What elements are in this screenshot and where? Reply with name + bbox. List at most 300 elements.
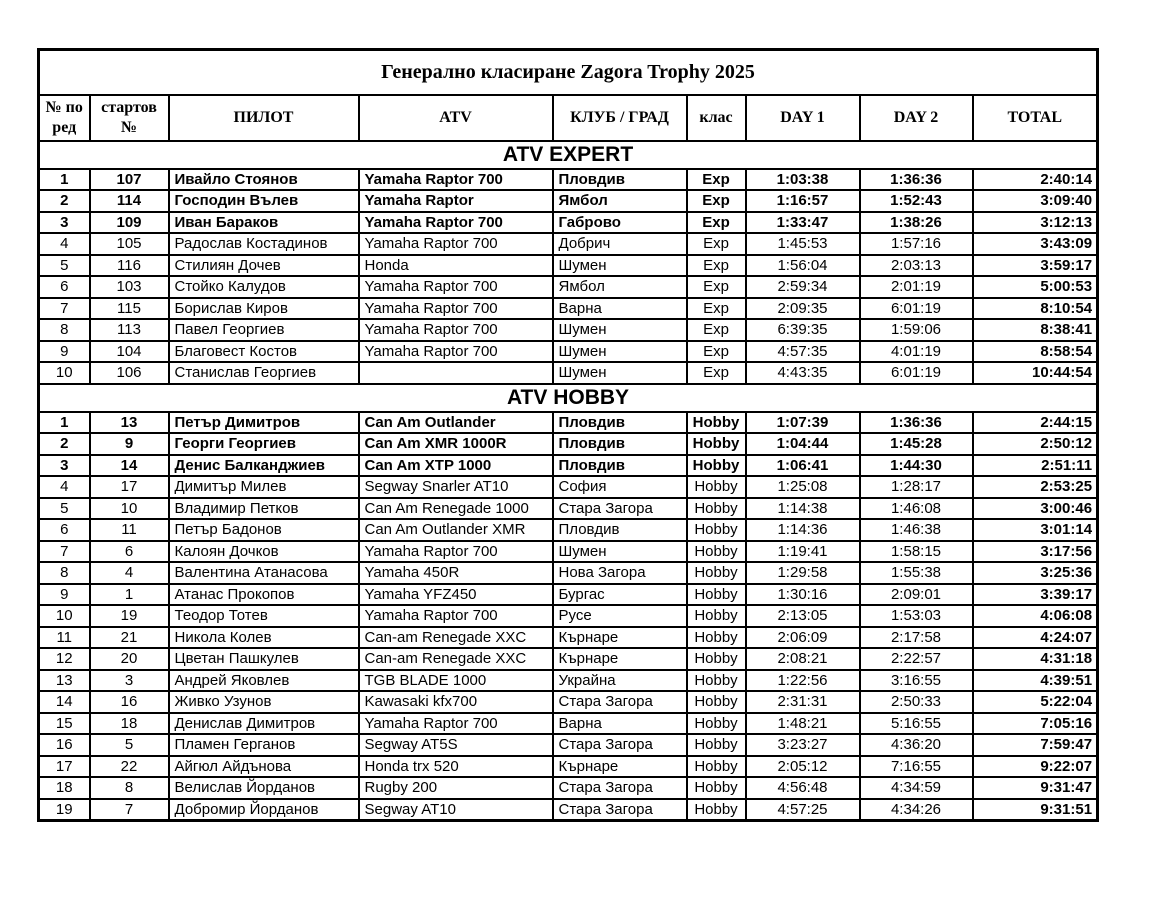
cell-day2-time: 7:16:55: [860, 756, 973, 778]
table-row: [39, 362, 1098, 384]
cell-class: Hobby: [687, 433, 746, 455]
cell-class: Exp: [687, 169, 746, 191]
cell-atv: Yamaha Raptor 700: [359, 298, 553, 320]
cell-day1-time: 1:03:38: [746, 169, 860, 191]
cell-start-number: 106: [90, 362, 169, 384]
cell-club-city: Добрич: [553, 233, 687, 255]
cell-total-time: 5:22:04: [973, 691, 1098, 713]
cell-day2-time: 5:16:55: [860, 713, 973, 735]
cell-day1-time: 2:31:31: [746, 691, 860, 713]
cell-class: Exp: [687, 298, 746, 320]
table-row: [39, 670, 1098, 692]
cell-atv: Yamaha Raptor 700: [359, 605, 553, 627]
cell-class: Hobby: [687, 519, 746, 541]
cell-club-city: Пловдив: [553, 519, 687, 541]
table-row: [39, 169, 1098, 191]
table-row: [39, 233, 1098, 255]
cell-class: Hobby: [687, 541, 746, 563]
table-row: [39, 605, 1098, 627]
cell-class: Hobby: [687, 562, 746, 584]
table-row: [39, 276, 1098, 298]
cell-day1-time: 2:06:09: [746, 627, 860, 649]
table-row: [39, 734, 1098, 756]
cell-total-time: 5:00:53: [973, 276, 1098, 298]
cell-start-number: 7: [90, 799, 169, 821]
cell-day2-time: 1:45:28: [860, 433, 973, 455]
cell-pilot: Велислав Йорданов: [169, 777, 359, 799]
cell-day1-time: 1:06:41: [746, 455, 860, 477]
cell-total-time: 3:12:13: [973, 212, 1098, 234]
cell-class: Hobby: [687, 777, 746, 799]
cell-club-city: Стара Загора: [553, 498, 687, 520]
cell-start-number: 109: [90, 212, 169, 234]
cell-total-time: 3:59:17: [973, 255, 1098, 277]
cell-position: 15: [39, 713, 90, 735]
cell-position: 1: [39, 169, 90, 191]
cell-day1-time: 1:22:56: [746, 670, 860, 692]
section-header-row: [39, 141, 1098, 169]
cell-day1-time: 1:07:39: [746, 412, 860, 434]
cell-day1-time: 1:33:47: [746, 212, 860, 234]
cell-day1-time: 2:09:35: [746, 298, 860, 320]
cell-day1-time: 1:25:08: [746, 476, 860, 498]
cell-position: 8: [39, 562, 90, 584]
cell-day2-time: 2:50:33: [860, 691, 973, 713]
cell-class: Exp: [687, 362, 746, 384]
cell-position: 3: [39, 455, 90, 477]
cell-pilot: Петър Димитров: [169, 412, 359, 434]
column-header: ATV: [359, 95, 553, 141]
cell-pilot: Айгюл Айдънова: [169, 756, 359, 778]
cell-atv: Yamaha 450R: [359, 562, 553, 584]
cell-class: Hobby: [687, 691, 746, 713]
cell-day2-time: 1:59:06: [860, 319, 973, 341]
cell-class: Exp: [687, 255, 746, 277]
column-header-row: [39, 95, 1098, 141]
table-row: [39, 212, 1098, 234]
cell-day1-time: 1:19:41: [746, 541, 860, 563]
cell-pilot: Добромир Йорданов: [169, 799, 359, 821]
cell-pilot: Владимир Петков: [169, 498, 359, 520]
cell-atv: Yamaha Raptor 700: [359, 169, 553, 191]
cell-day2-time: 4:36:20: [860, 734, 973, 756]
cell-atv: Yamaha Raptor 700: [359, 276, 553, 298]
column-header: клас: [687, 95, 746, 141]
cell-atv: TGB BLADE 1000: [359, 670, 553, 692]
cell-position: 4: [39, 233, 90, 255]
cell-atv: Segway AT5S: [359, 734, 553, 756]
cell-club-city: Ямбол: [553, 276, 687, 298]
cell-day1-time: 2:13:05: [746, 605, 860, 627]
cell-start-number: 103: [90, 276, 169, 298]
cell-pilot: Живко Узунов: [169, 691, 359, 713]
cell-club-city: Шумен: [553, 255, 687, 277]
cell-position: 12: [39, 648, 90, 670]
cell-pilot: Денислав Димитров: [169, 713, 359, 735]
cell-day2-time: 3:16:55: [860, 670, 973, 692]
cell-position: 10: [39, 605, 90, 627]
cell-class: Hobby: [687, 412, 746, 434]
table-row: [39, 627, 1098, 649]
cell-start-number: 4: [90, 562, 169, 584]
cell-class: Exp: [687, 341, 746, 363]
cell-total-time: 2:50:12: [973, 433, 1098, 455]
cell-day1-time: 3:23:27: [746, 734, 860, 756]
cell-club-city: Габрово: [553, 212, 687, 234]
cell-start-number: 6: [90, 541, 169, 563]
cell-day1-time: 1:45:53: [746, 233, 860, 255]
cell-atv: Kawasaki kfx700: [359, 691, 553, 713]
cell-atv: Yamaha YFZ450: [359, 584, 553, 606]
cell-position: 2: [39, 433, 90, 455]
cell-day2-time: 6:01:19: [860, 362, 973, 384]
cell-club-city: София: [553, 476, 687, 498]
cell-atv: Can Am Outlander XMR: [359, 519, 553, 541]
cell-day2-time: 6:01:19: [860, 298, 973, 320]
cell-day2-time: 1:28:17: [860, 476, 973, 498]
table-row: [39, 190, 1098, 212]
cell-pilot: Борислав Киров: [169, 298, 359, 320]
cell-class: Hobby: [687, 498, 746, 520]
cell-position: 5: [39, 255, 90, 277]
page-title: Генерално класиране Zagora Trophy 2025: [39, 50, 1098, 95]
cell-atv: Yamaha Raptor: [359, 190, 553, 212]
table-row: [39, 476, 1098, 498]
cell-class: Hobby: [687, 670, 746, 692]
cell-total-time: 2:51:11: [973, 455, 1098, 477]
cell-start-number: 105: [90, 233, 169, 255]
cell-day1-time: 2:08:21: [746, 648, 860, 670]
cell-day2-time: 2:03:13: [860, 255, 973, 277]
cell-day2-time: 4:34:59: [860, 777, 973, 799]
cell-atv: Segway AT10: [359, 799, 553, 821]
cell-atv: Yamaha Raptor 700: [359, 233, 553, 255]
cell-position: 3: [39, 212, 90, 234]
title-row: [39, 50, 1098, 95]
table-row: [39, 341, 1098, 363]
cell-position: 7: [39, 541, 90, 563]
cell-class: Hobby: [687, 605, 746, 627]
table-row: [39, 648, 1098, 670]
cell-day2-time: 1:38:26: [860, 212, 973, 234]
cell-club-city: Шумен: [553, 362, 687, 384]
cell-day2-time: 2:09:01: [860, 584, 973, 606]
cell-position: 2: [39, 190, 90, 212]
cell-day1-time: 4:43:35: [746, 362, 860, 384]
cell-class: Hobby: [687, 627, 746, 649]
cell-total-time: 3:01:14: [973, 519, 1098, 541]
cell-pilot: Никола Колев: [169, 627, 359, 649]
cell-position: 10: [39, 362, 90, 384]
cell-day2-time: 1:46:08: [860, 498, 973, 520]
cell-pilot: Ивайло Стоянов: [169, 169, 359, 191]
cell-start-number: 13: [90, 412, 169, 434]
cell-day1-time: 1:48:21: [746, 713, 860, 735]
cell-total-time: 8:10:54: [973, 298, 1098, 320]
column-header: № по ред: [39, 95, 90, 141]
cell-day2-time: 2:22:57: [860, 648, 973, 670]
section-header: ATV HOBBY: [39, 384, 1098, 412]
cell-day1-time: 2:59:34: [746, 276, 860, 298]
table-row: [39, 319, 1098, 341]
cell-position: 8: [39, 319, 90, 341]
cell-atv: Can Am XMR 1000R: [359, 433, 553, 455]
cell-club-city: Бургас: [553, 584, 687, 606]
cell-atv: Can-am Renegade XXC: [359, 648, 553, 670]
cell-day1-time: 1:14:36: [746, 519, 860, 541]
cell-total-time: 3:17:56: [973, 541, 1098, 563]
cell-club-city: Шумен: [553, 341, 687, 363]
cell-atv: Segway Snarler AT10: [359, 476, 553, 498]
cell-total-time: 3:00:46: [973, 498, 1098, 520]
cell-start-number: 113: [90, 319, 169, 341]
cell-class: Hobby: [687, 756, 746, 778]
cell-club-city: Пловдив: [553, 433, 687, 455]
cell-position: 19: [39, 799, 90, 821]
cell-start-number: 8: [90, 777, 169, 799]
cell-atv: Yamaha Raptor 700: [359, 319, 553, 341]
cell-day1-time: 2:05:12: [746, 756, 860, 778]
cell-position: 17: [39, 756, 90, 778]
table-row: [39, 255, 1098, 277]
cell-start-number: 116: [90, 255, 169, 277]
cell-club-city: Украйна: [553, 670, 687, 692]
results-document: [37, 48, 1099, 822]
cell-position: 13: [39, 670, 90, 692]
cell-position: 4: [39, 476, 90, 498]
table-row: [39, 691, 1098, 713]
cell-start-number: 104: [90, 341, 169, 363]
cell-day2-time: 4:01:19: [860, 341, 973, 363]
section-header-row: [39, 384, 1098, 412]
table-row: [39, 541, 1098, 563]
cell-pilot: Димитър Милев: [169, 476, 359, 498]
cell-start-number: 107: [90, 169, 169, 191]
cell-day2-time: 4:34:26: [860, 799, 973, 821]
cell-class: Hobby: [687, 799, 746, 821]
table-row: [39, 777, 1098, 799]
cell-day1-time: 4:57:25: [746, 799, 860, 821]
cell-pilot: Денис Балканджиев: [169, 455, 359, 477]
cell-pilot: Теодор Тотев: [169, 605, 359, 627]
cell-club-city: Стара Загора: [553, 777, 687, 799]
cell-total-time: 8:38:41: [973, 319, 1098, 341]
cell-class: Hobby: [687, 455, 746, 477]
cell-club-city: Кърнаре: [553, 627, 687, 649]
cell-club-city: Нова Загора: [553, 562, 687, 584]
cell-club-city: Русе: [553, 605, 687, 627]
column-header: стартов №: [90, 95, 169, 141]
cell-day2-time: 1:53:03: [860, 605, 973, 627]
cell-start-number: 3: [90, 670, 169, 692]
column-header: ПИЛОТ: [169, 95, 359, 141]
cell-atv: Yamaha Raptor 700: [359, 212, 553, 234]
cell-day1-time: 1:56:04: [746, 255, 860, 277]
cell-club-city: Кърнаре: [553, 756, 687, 778]
cell-atv: Can Am Outlander: [359, 412, 553, 434]
cell-total-time: 8:58:54: [973, 341, 1098, 363]
cell-pilot: Андрей Яковлев: [169, 670, 359, 692]
cell-class: Hobby: [687, 584, 746, 606]
table-row: [39, 433, 1098, 455]
cell-pilot: Иван Бараков: [169, 212, 359, 234]
table-row: [39, 562, 1098, 584]
cell-day1-time: 1:16:57: [746, 190, 860, 212]
cell-day2-time: 2:17:58: [860, 627, 973, 649]
cell-class: Exp: [687, 212, 746, 234]
column-header: КЛУБ / ГРАД: [553, 95, 687, 141]
cell-pilot: Калоян Дочков: [169, 541, 359, 563]
cell-class: Hobby: [687, 476, 746, 498]
cell-start-number: 5: [90, 734, 169, 756]
cell-total-time: 9:31:51: [973, 799, 1098, 821]
table-row: [39, 584, 1098, 606]
cell-club-city: Кърнаре: [553, 648, 687, 670]
cell-total-time: 7:05:16: [973, 713, 1098, 735]
cell-total-time: 2:53:25: [973, 476, 1098, 498]
cell-position: 14: [39, 691, 90, 713]
cell-atv: Yamaha Raptor 700: [359, 713, 553, 735]
cell-day1-time: 1:29:58: [746, 562, 860, 584]
cell-class: Hobby: [687, 734, 746, 756]
cell-total-time: 4:06:08: [973, 605, 1098, 627]
cell-pilot: Петър Бадонов: [169, 519, 359, 541]
cell-day2-time: 1:55:38: [860, 562, 973, 584]
cell-total-time: 2:40:14: [973, 169, 1098, 191]
cell-atv: Yamaha Raptor 700: [359, 541, 553, 563]
cell-position: 9: [39, 584, 90, 606]
cell-position: 18: [39, 777, 90, 799]
cell-start-number: 9: [90, 433, 169, 455]
cell-total-time: 2:44:15: [973, 412, 1098, 434]
cell-start-number: 17: [90, 476, 169, 498]
cell-club-city: Стара Загора: [553, 799, 687, 821]
cell-start-number: 11: [90, 519, 169, 541]
table-row: [39, 455, 1098, 477]
table-row: [39, 756, 1098, 778]
cell-start-number: 19: [90, 605, 169, 627]
cell-day1-time: 4:56:48: [746, 777, 860, 799]
table-row: [39, 519, 1098, 541]
cell-club-city: Стара Загора: [553, 734, 687, 756]
cell-class: Hobby: [687, 648, 746, 670]
cell-atv: Honda trx 520: [359, 756, 553, 778]
cell-start-number: 18: [90, 713, 169, 735]
cell-start-number: 22: [90, 756, 169, 778]
cell-day2-time: 1:58:15: [860, 541, 973, 563]
cell-start-number: 114: [90, 190, 169, 212]
cell-atv: Honda: [359, 255, 553, 277]
cell-club-city: Стара Загора: [553, 691, 687, 713]
cell-total-time: 9:22:07: [973, 756, 1098, 778]
cell-start-number: 20: [90, 648, 169, 670]
column-header: TOTAL: [973, 95, 1098, 141]
cell-pilot: Благовест Костов: [169, 341, 359, 363]
cell-day2-time: 1:57:16: [860, 233, 973, 255]
cell-total-time: 4:39:51: [973, 670, 1098, 692]
cell-day1-time: 1:04:44: [746, 433, 860, 455]
cell-day2-time: 2:01:19: [860, 276, 973, 298]
cell-position: 1: [39, 412, 90, 434]
table-row: [39, 713, 1098, 735]
cell-start-number: 21: [90, 627, 169, 649]
cell-position: 11: [39, 627, 90, 649]
cell-start-number: 1: [90, 584, 169, 606]
cell-position: 6: [39, 276, 90, 298]
cell-atv: Can-am Renegade XXC: [359, 627, 553, 649]
cell-pilot: Цветан Пашкулев: [169, 648, 359, 670]
cell-day1-time: 6:39:35: [746, 319, 860, 341]
cell-total-time: 4:24:07: [973, 627, 1098, 649]
results-table: [37, 48, 1099, 822]
cell-club-city: Пловдив: [553, 412, 687, 434]
cell-club-city: Пловдив: [553, 455, 687, 477]
cell-total-time: 3:39:17: [973, 584, 1098, 606]
cell-class: Hobby: [687, 713, 746, 735]
column-header: DAY 1: [746, 95, 860, 141]
cell-total-time: 10:44:54: [973, 362, 1098, 384]
cell-position: 16: [39, 734, 90, 756]
cell-atv: [359, 362, 553, 384]
cell-pilot: Радослав Костадинов: [169, 233, 359, 255]
cell-total-time: 3:25:36: [973, 562, 1098, 584]
cell-pilot: Атанас Прокопов: [169, 584, 359, 606]
cell-pilot: Павел Георгиев: [169, 319, 359, 341]
column-header: DAY 2: [860, 95, 973, 141]
cell-club-city: Варна: [553, 298, 687, 320]
cell-pilot: Господин Вълев: [169, 190, 359, 212]
cell-day1-time: 4:57:35: [746, 341, 860, 363]
cell-class: Exp: [687, 276, 746, 298]
cell-pilot: Валентина Атанасова: [169, 562, 359, 584]
cell-pilot: Георги Георгиев: [169, 433, 359, 455]
table-row: [39, 298, 1098, 320]
cell-club-city: Ямбол: [553, 190, 687, 212]
table-row: [39, 498, 1098, 520]
cell-position: 5: [39, 498, 90, 520]
cell-class: Exp: [687, 233, 746, 255]
cell-start-number: 14: [90, 455, 169, 477]
cell-club-city: Варна: [553, 713, 687, 735]
cell-start-number: 16: [90, 691, 169, 713]
cell-atv: Can Am XTP 1000: [359, 455, 553, 477]
cell-day2-time: 1:52:43: [860, 190, 973, 212]
section-header: ATV EXPERT: [39, 141, 1098, 169]
cell-start-number: 10: [90, 498, 169, 520]
cell-total-time: 9:31:47: [973, 777, 1098, 799]
cell-total-time: 3:43:09: [973, 233, 1098, 255]
cell-pilot: Стилиян Дочев: [169, 255, 359, 277]
cell-position: 6: [39, 519, 90, 541]
cell-start-number: 115: [90, 298, 169, 320]
cell-day2-time: 1:36:36: [860, 169, 973, 191]
cell-day2-time: 1:46:38: [860, 519, 973, 541]
cell-pilot: Пламен Герганов: [169, 734, 359, 756]
cell-club-city: Шумен: [553, 541, 687, 563]
cell-day2-time: 1:36:36: [860, 412, 973, 434]
cell-pilot: Станислав Георгиев: [169, 362, 359, 384]
cell-day1-time: 1:30:16: [746, 584, 860, 606]
cell-total-time: 3:09:40: [973, 190, 1098, 212]
cell-total-time: 7:59:47: [973, 734, 1098, 756]
cell-atv: Can Am Renegade 1000: [359, 498, 553, 520]
cell-total-time: 4:31:18: [973, 648, 1098, 670]
cell-position: 7: [39, 298, 90, 320]
cell-day1-time: 1:14:38: [746, 498, 860, 520]
table-row: [39, 412, 1098, 434]
cell-club-city: Шумен: [553, 319, 687, 341]
cell-class: Exp: [687, 190, 746, 212]
